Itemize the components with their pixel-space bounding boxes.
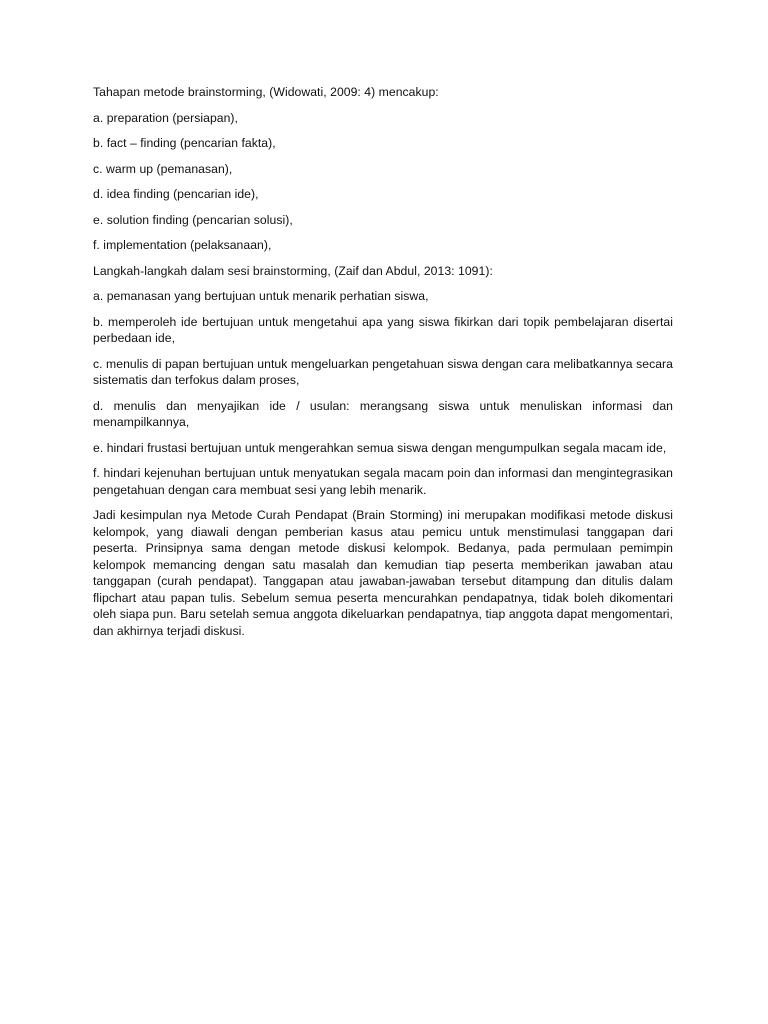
stage-item: f. implementation (pelaksanaan), <box>93 238 272 252</box>
stage-item: b. fact – finding (pencarian fakta), <box>93 136 276 150</box>
steps-heading: Langkah-langkah dalam sesi brainstorming, (Zaif dan Abdul, 2013: 1091): <box>93 263 493 278</box>
step-item: f. hindari kejenuhan bertujuan untuk menyatukan segala macam poin dan informasi dan mengintegrasikan pengetahuan dengan cara membuat sesi yang lebih menarik. <box>93 466 673 497</box>
step-item: d. menulis dan menyajikan ide / usulan: merangsang siswa untuk menuliskan informasi dan menampilkannya, <box>93 398 673 429</box>
step-item: a. pemanasan yang bertujuan untuk menarik perhatian siswa, <box>93 289 429 303</box>
stage-item: d. idea finding (pencarian ide), <box>93 187 259 201</box>
stage-item: a. preparation (persiapan), <box>93 110 238 125</box>
conclusion-paragraph: Jadi kesimpulan nya Metode Curah Pendapat (Brain Storming) ini merupakan modifikasi metode diskusi kelompok, yang diawali dengan pemberian kasus atau pemicu untuk menstimulasi tanggapan dari peserta. Prinsipnya sama dengan metode diskusi kelompok. Bedanya, pada permulaan pemimpin kelompok memancing dengan satu masalah dan kemudian tiap peserta memberikan jawaban atau tanggapan (curah pendapat). Tanggapan atau jawaban-jawaban tersebut ditampung dan ditulis dalam flipchart atau papan tulis. Sebelum semua peserta mencurahkan pendapatnya, tidak boleh dikomentari oleh siapa pun. Baru setelah semua anggota dikeluarkan pendapatnya, tiap anggota dapat mengomentari, dan akhirnya terjadi diskusi. <box>93 508 673 638</box>
stage-item: c. warm up (pemanasan), <box>93 161 233 176</box>
intro-heading: Tahapan metode brainstorming, (Widowati, 2009: 4) mencakup: <box>93 85 439 99</box>
step-item: c. menulis di papan bertujuan untuk mengeluarkan pengetahuan siswa dengan cara melibatkannya secara sistematis dan terfokus dalam proses, <box>93 356 673 387</box>
step-item: e. hindari frustasi bertujuan untuk mengerahkan semua siswa dengan mengumpulkan segala macam ide, <box>93 440 667 455</box>
stage-item: e. solution finding (pencarian solusi), <box>93 212 293 227</box>
document-page <box>93 84 673 648</box>
step-item: b. memperoleh ide bertujuan untuk mengetahui apa yang siswa fikirkan dari topik pembelajaran disertai perbedaan ide, <box>93 314 673 345</box>
